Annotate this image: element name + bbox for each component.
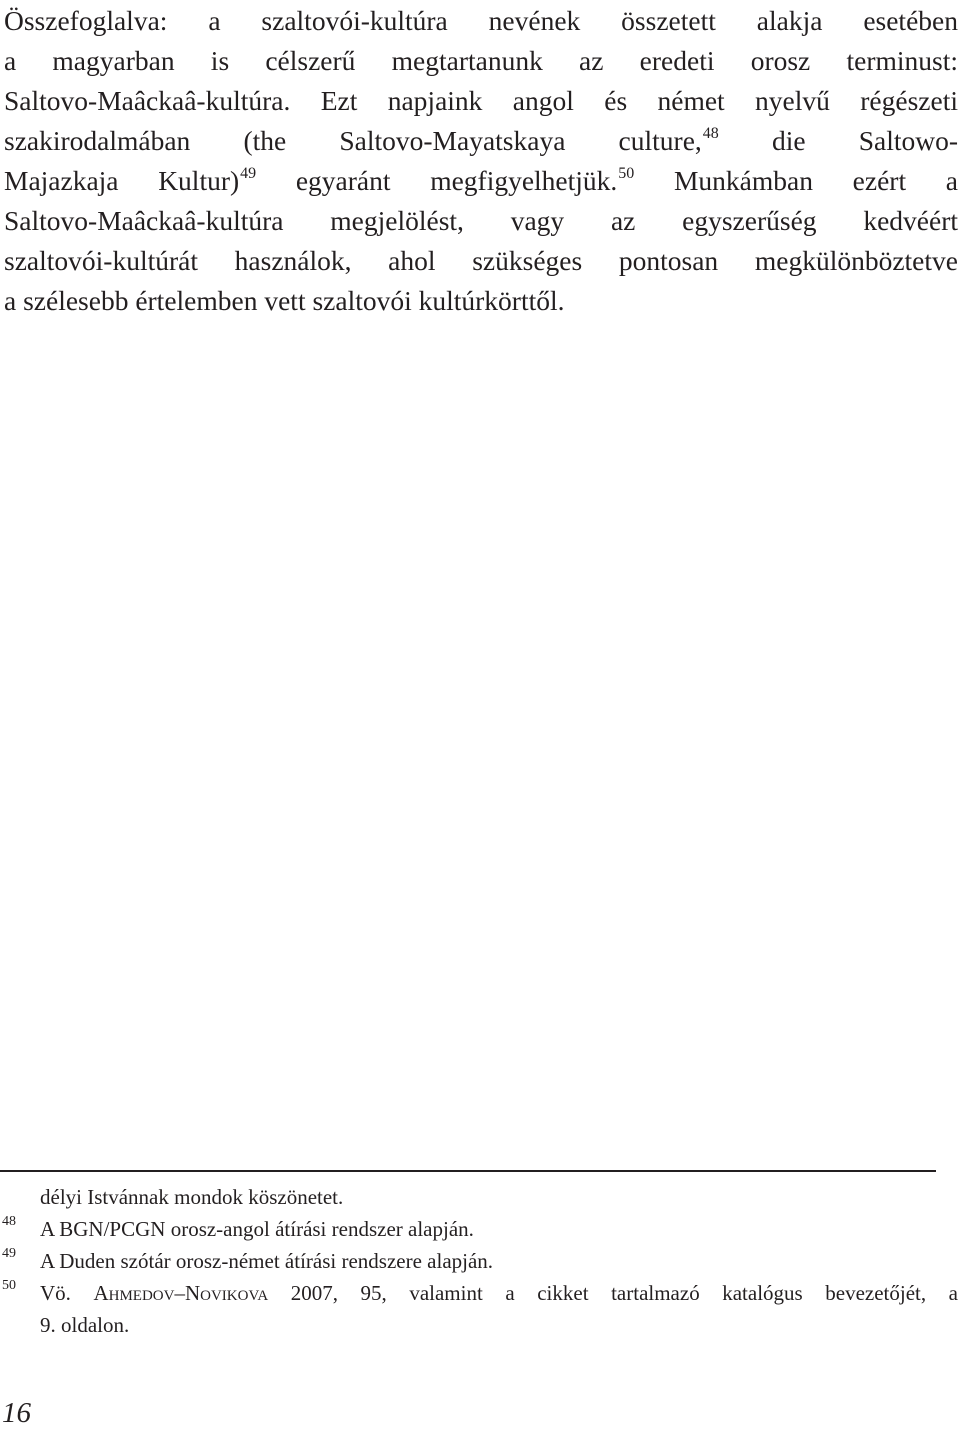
body-line-3: Saltovo-Maâckaâ-kultúra. Ezt napjaink angol és német nyelvű régészeti [4,85,958,116]
footnote-number: 48 [2,1214,16,1229]
body-line-7: szaltovói-kultúrát használok, ahol szükséges pontosan megkülönböztetve [4,245,958,276]
footnote-text: Vö. Ahmedov–Novikova 2007, 95, valamint a cikket tartalmazó katalógus bevezetőjét, a [40,1281,958,1305]
body-line-8: a szélesebb értelemben vett szaltovói kultúrkörttől. [4,285,565,316]
body-line-4: szakirodalmában (the Saltovo-Mayatskaya culture,$^{48}$ die Saltowo- [4,125,958,156]
body-line-1: Összefoglalva: a szaltovói-kultúra nevének összetett alakja esetében [4,5,958,36]
footnote-number: 50 [2,1278,16,1293]
footnote-ref-48[interactable]: 48 [702,125,719,142]
body-line-2: a magyarban is célszerű megtartanunk az eredeti orosz terminust: [4,45,958,76]
footnote-separator [0,1170,936,1172]
footnote-text: A Duden szótár orosz-német átírási rendszere alapján. [40,1249,494,1273]
footnote-number: 49 [2,1246,16,1261]
footnote-ref-49[interactable]: 49 [240,165,257,182]
footnote-text: A BGN/PCGN orosz-angol átírási rendszer alapján. [40,1217,474,1241]
author-citation: Ahmedov–Novikova [93,1281,269,1305]
body-line-5: Majazkaja Kultur)$^{49}$ egyaránt megfigyelhetjük.$^{50}$ Munkámban ezért a [4,165,958,196]
body-line-6: Saltovo-Maâckaâ-kultúra megjelölést, vagy az egyszerűség kedvéért [4,205,958,236]
footnote-ref-50[interactable]: 50 [618,165,635,182]
page-number: 16 [2,1397,31,1429]
